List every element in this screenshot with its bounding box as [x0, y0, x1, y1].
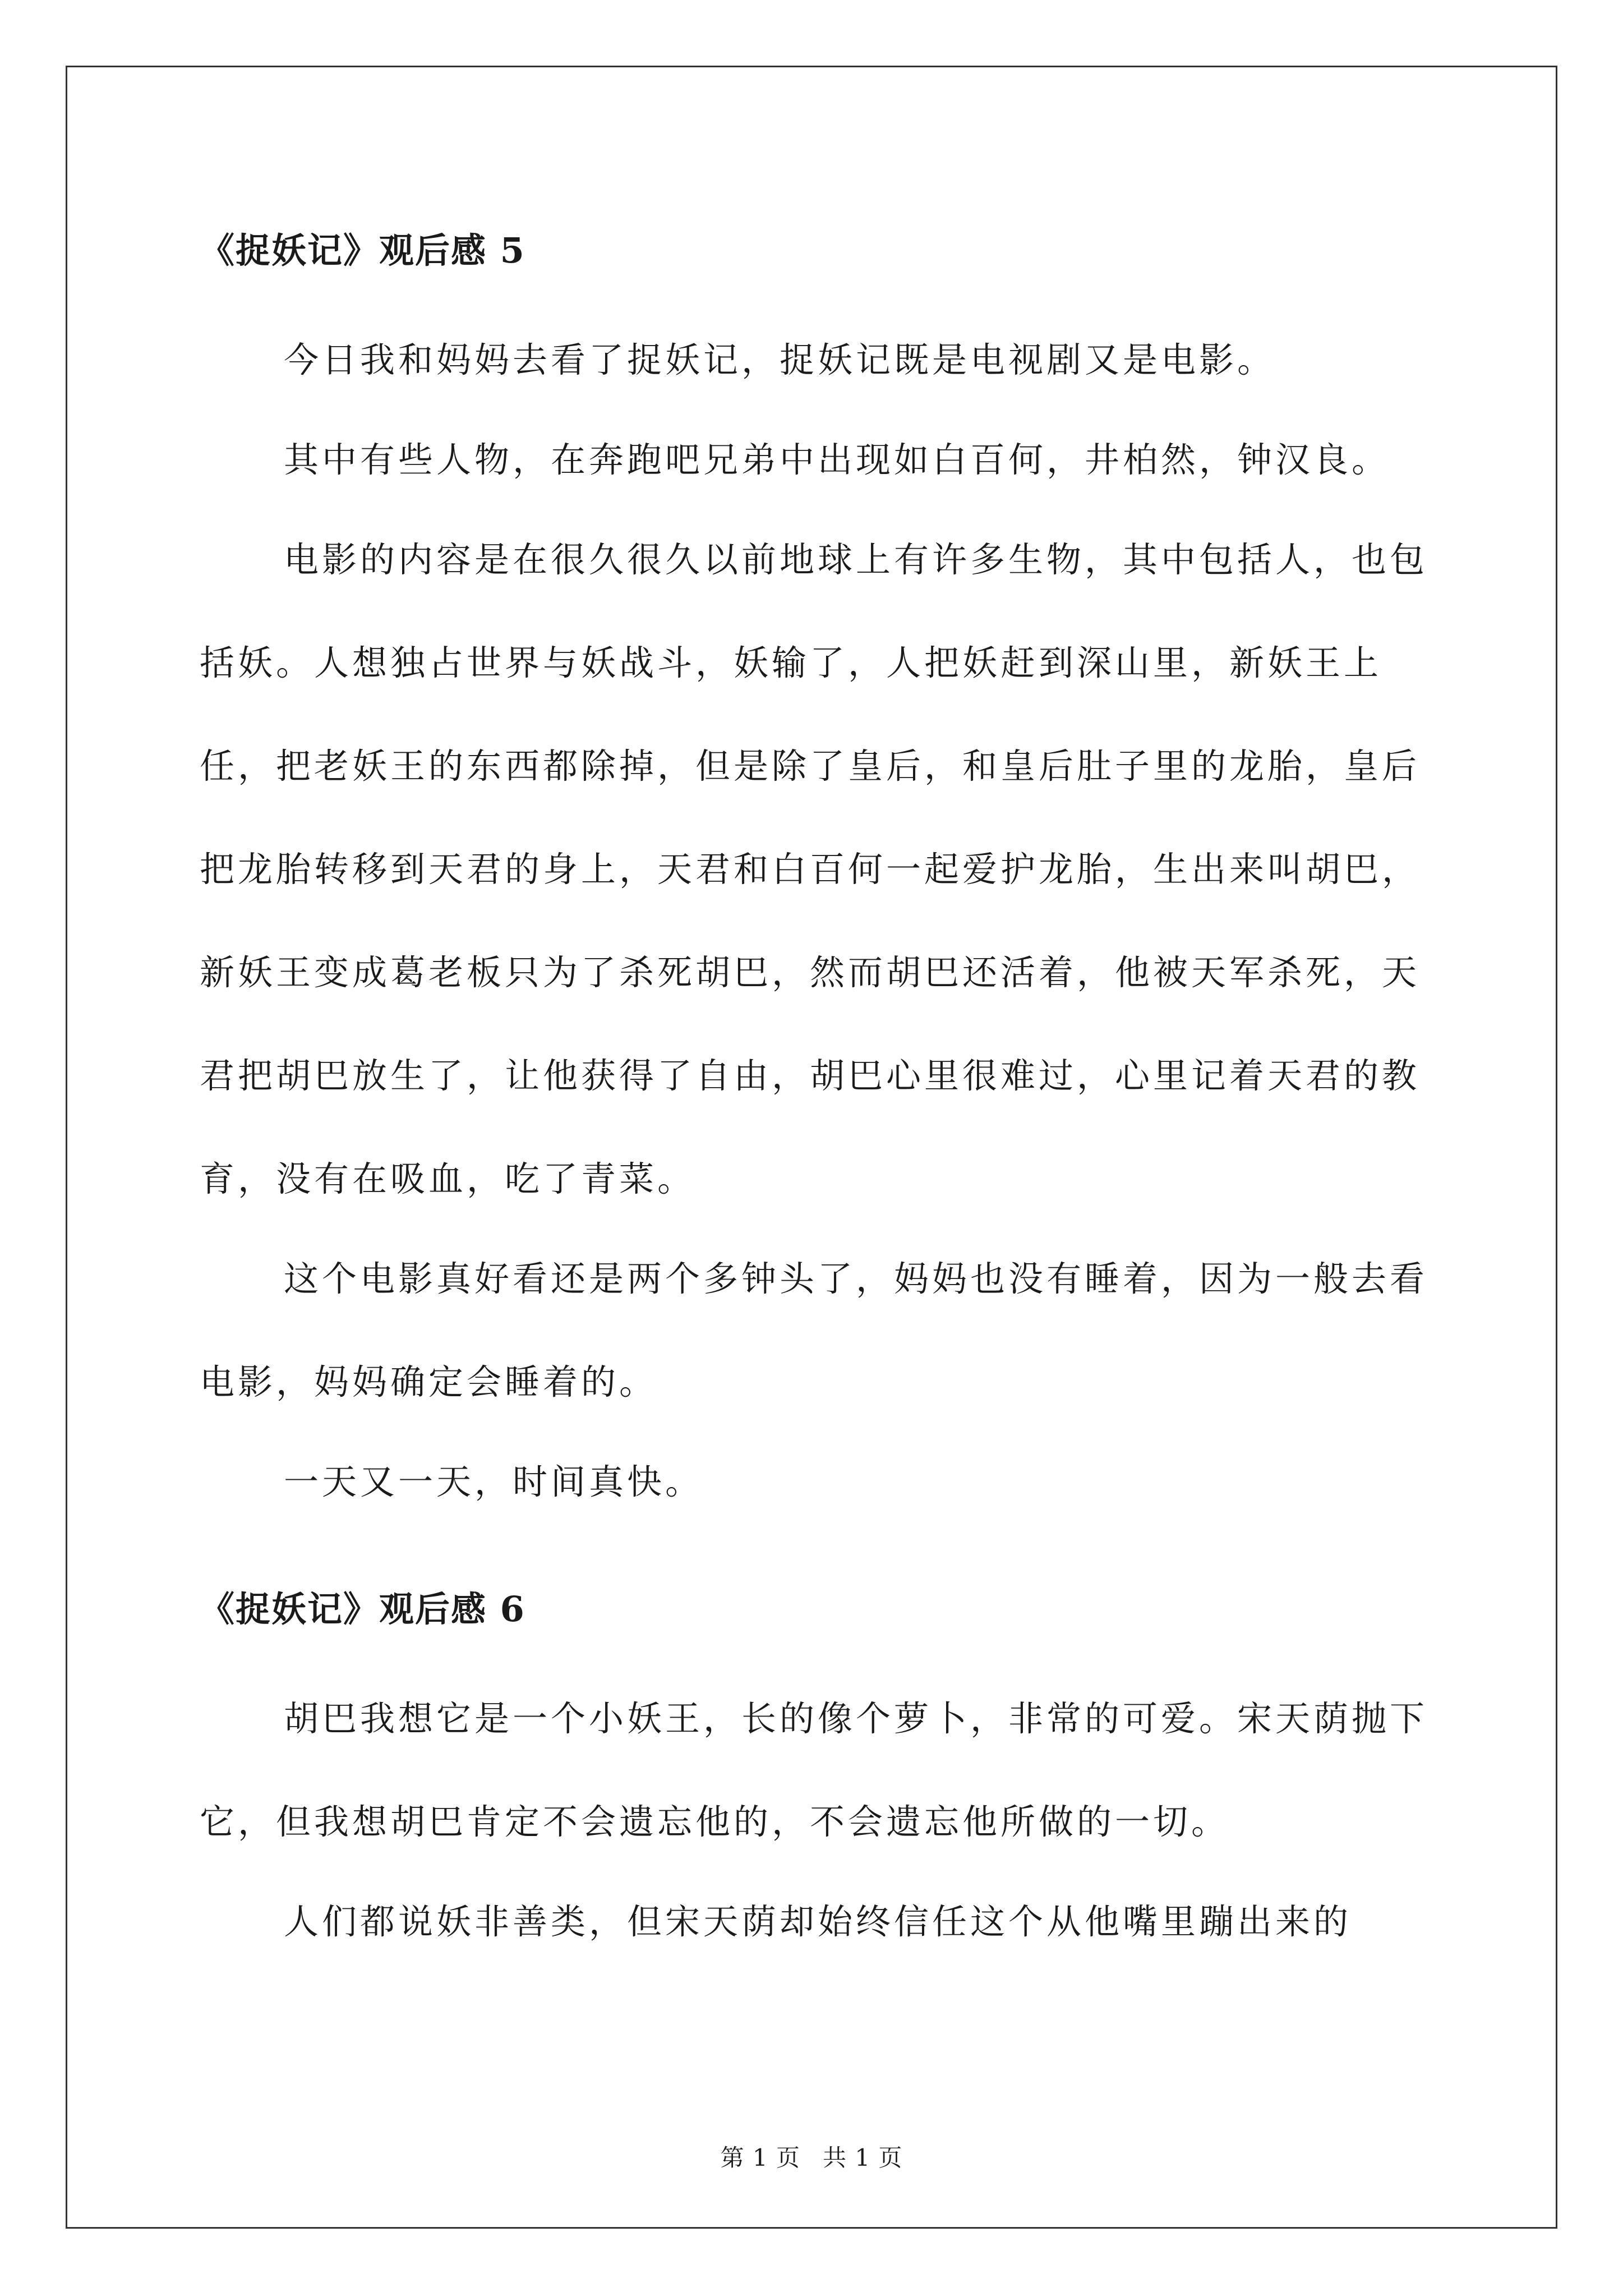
page-footer	[0, 2144, 1623, 2172]
paragraph: 胡巴我想它是一个小妖王，长的像个萝卜，非常的可爱。宋天荫抛下它，但我想胡巴肯定不会遗忘他的，不会遗忘他所做的一切。	[200, 1698, 1428, 1842]
document-body	[200, 221, 1456, 1973]
page-total: 共 1 页	[823, 2144, 903, 2171]
paragraph: 其中有些人物，在奔跑吧兄弟中出现如白百何，井柏然，钟汉良。	[284, 439, 1390, 480]
paragraph: 这个电影真好看还是两个多钟头了，妈妈也没有睡着，因为一般去看电影，妈妈确定会睡着的。	[200, 1258, 1428, 1402]
section-title: 《捉妖记》观后感 5	[200, 230, 525, 271]
paragraph: 人们都说妖非善类，但宋天荫却始终信任这个从他嘴里蹦出来的	[284, 1901, 1352, 1942]
paragraph: 电影的内容是在很久很久以前地球上有许多生物，其中包括人，也包括妖。人想独占世界与妖战斗，妖输了，人把妖赶到深山里，新妖王上任，把老妖王的东西都除掉，但是除了皇后，和皇后肚子里的龙胎，皇后把龙胎转移到天君的身上，天君和白百何一起爱护龙胎，生出来叫胡巴，新妖王变成葛老板只为了杀死胡巴，然而胡巴还活着，他被天军杀死，天君把胡巴放生了，让他获得了自由，胡巴心里很难过，心里记着天君的教育，没有在吸血，吃了青菜。	[200, 539, 1428, 1199]
paragraph: 今日我和妈妈去看了捉妖记，捉妖记既是电视剧又是电影。	[284, 339, 1276, 380]
paragraph: 一天又一天，时间真快。	[284, 1461, 704, 1502]
page-number: 第 1 页	[720, 2144, 800, 2171]
section-title: 《捉妖记》观后感 6	[200, 1589, 525, 1630]
